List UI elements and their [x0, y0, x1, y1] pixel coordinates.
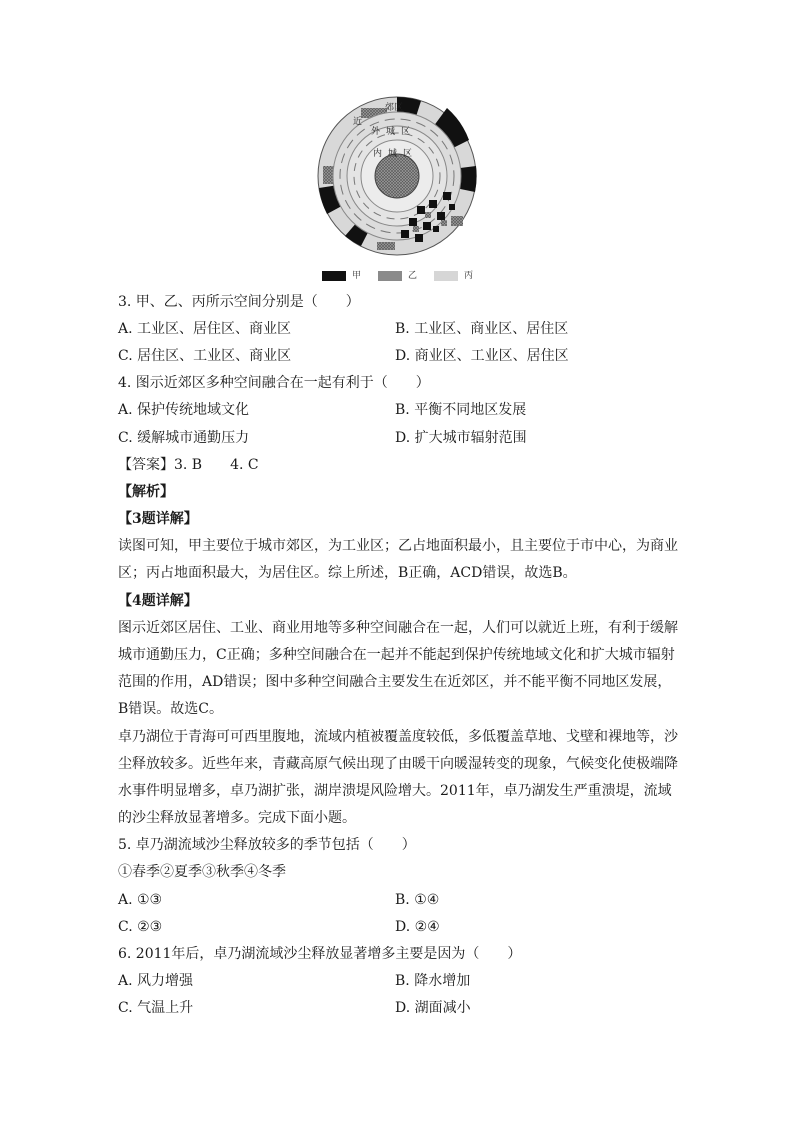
label-near: 近: [353, 117, 363, 127]
legend-label-bing: 丙: [464, 271, 474, 281]
q4-option-a: A. 保护传统地域文化: [118, 402, 250, 418]
q6-option-c: C. 气温上升: [118, 1000, 194, 1016]
q3-stem: 3. 甲、乙、丙所示空间分别是（ ）: [118, 294, 360, 310]
q5-option-d: D. ②④: [395, 919, 440, 935]
q3-option-a: A. 工业区、居住区、商业区: [118, 321, 292, 337]
q4-option-c: C. 缓解城市通勤压力: [118, 430, 250, 446]
passage-text: 卓乃湖位于青海可可西里腹地，流域内植被覆盖度较低，多低覆盖草地、戈壁和裸地等，沙尘释放较多。近些年来，青藏高原气候出现了由暖干向暖湿转变的现象，气候变化使极端降水事件明显增多，卓乃湖扩张，湖岸溃堤风险增大。2011年，卓乃湖发生严重溃堤，流域的沙尘释放显著增多。完成下面小题。: [118, 729, 678, 826]
legend-swatch-bing: [434, 271, 458, 281]
urban-structure-diagram: [317, 96, 477, 256]
q5-option-b: B. ①④: [395, 892, 440, 908]
q6-option-a: A. 风力增强: [118, 973, 194, 989]
legend-label-jia: 甲: [352, 271, 362, 281]
q5-stem: 5. 卓乃湖流域沙尘释放较多的季节包括（ ）: [118, 837, 416, 853]
analysis-title: 【解析】: [118, 484, 174, 500]
q4-detail-text: 图示近郊区居住、工业、商业用地等多种空间融合在一起，人们可以就近上班，有利于缓解城市通勤压力，C正确；多种空间融合在一起并不能起到保护传统地域文化和扩大城市辐射范围的作用，AD错误；图中多种空间融合主要发生在近郊区，并不能平衡不同地区发展，B错误。故选C。: [118, 620, 678, 717]
legend-swatch-jia: [322, 271, 346, 281]
answer-line: 【答案】3. B 4. C: [118, 457, 259, 473]
q4-detail-title: 【4题详解】: [118, 593, 198, 609]
q4-stem: 4. 图示近郊区多种空间融合在一起有利于（ ）: [118, 375, 430, 391]
q6-stem: 6. 2011年后，卓乃湖流域沙尘释放显著增多主要是因为（ ）: [118, 946, 522, 962]
q6-option-d: D. 湖面减小: [395, 1000, 471, 1016]
label-inner-city: 内城区: [373, 149, 419, 159]
q3-option-d: D. 商业区、工业区、居住区: [395, 348, 569, 364]
q3-option-b: B. 工业区、商业区、居住区: [395, 321, 569, 337]
label-suburb: 郊区: [385, 103, 404, 113]
legend-label-yi: 乙: [408, 271, 418, 281]
q3-detail-title: 【3题详解】: [118, 511, 198, 527]
q3-detail-text: 读图可知，甲主要位于城市郊区，为工业区；乙占地面积最小，且主要位于市中心，为商业区；丙占地面积最大，为居住区。综上所述，B正确，ACD错误，故选B。: [118, 538, 678, 581]
label-outer-city: 外城区: [371, 127, 417, 137]
q3-option-c: C. 居住区、工业区、商业区: [118, 348, 292, 364]
legend-swatch-yi: [378, 271, 402, 281]
q5-option-a: A. ①③: [118, 892, 163, 908]
q5-choices: ①春季②夏季③秋季④冬季: [118, 864, 286, 880]
q6-option-b: B. 降水增加: [395, 973, 471, 989]
q4-option-b: B. 平衡不同地区发展: [395, 402, 527, 418]
q5-option-c: C. ②③: [118, 919, 163, 935]
q4-option-d: D. 扩大城市辐射范围: [395, 430, 527, 446]
